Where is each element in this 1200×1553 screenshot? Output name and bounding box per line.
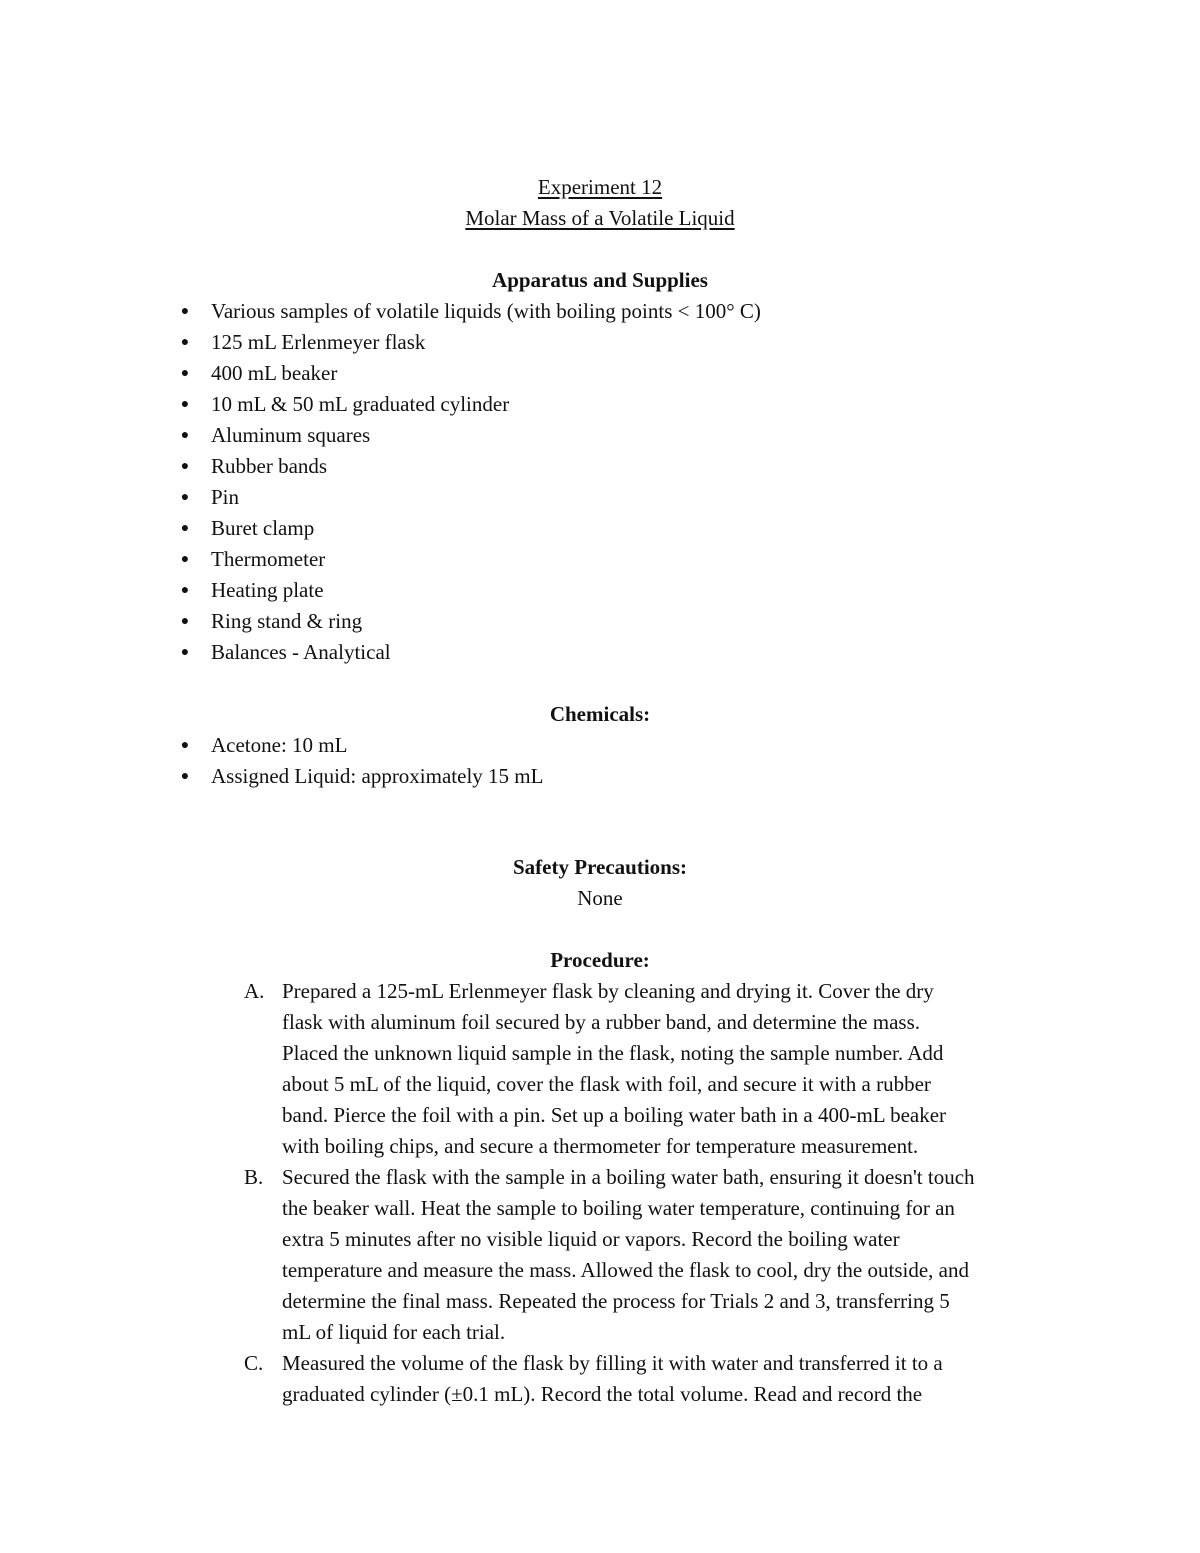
document-subtitle: Molar Mass of a Volatile Liquid [465, 206, 735, 230]
step-letter: C. [244, 1351, 264, 1375]
chemical-item: Assigned Liquid: approximately 15 mL [211, 764, 544, 788]
bullet-icon: ● [180, 428, 190, 443]
apparatus-heading: Apparatus and Supplies [492, 268, 708, 292]
step-line: determine the final mass. Repeated the process for Trials 2 and 3, transferring 5 [282, 1289, 950, 1313]
step-line: extra 5 minutes after no visible liquid or vapors. Record the boiling water [282, 1227, 900, 1251]
step-line: temperature and measure the mass. Allowed the flask to cool, dry the outside, and [282, 1258, 969, 1282]
apparatus-item: 10 mL & 50 mL graduated cylinder [211, 392, 510, 416]
step-letter: B. [244, 1165, 264, 1189]
step-letter: A. [244, 979, 265, 1003]
bullet-icon: ● [180, 335, 190, 350]
apparatus-item: Ring stand & ring [211, 609, 363, 633]
apparatus-item: Thermometer [211, 547, 326, 571]
bullet-icon: ● [180, 521, 190, 536]
bullet-icon: ● [180, 459, 190, 474]
chemical-item: Acetone: 10 mL [211, 733, 348, 757]
procedure-heading: Procedure: [550, 948, 650, 972]
apparatus-item: Balances - Analytical [211, 640, 391, 664]
document-title: Experiment 12 [537, 175, 663, 199]
bullet-icon: ● [180, 366, 190, 381]
step-text [282, 1162, 1072, 1348]
step-line: flask with aluminum foil secured by a rubber band, and determine the mass. [282, 1010, 920, 1034]
apparatus-item: Pin [211, 485, 240, 509]
apparatus-item: 400 mL beaker [211, 361, 338, 385]
bullet-icon: ● [180, 552, 190, 567]
bullet-icon: ● [180, 583, 190, 598]
apparatus-item: 125 mL Erlenmeyer flask [211, 330, 426, 354]
step-text [282, 976, 1072, 1162]
step-line: Measured the volume of the flask by filling it with water and transferred it to a [282, 1351, 943, 1375]
step-line: Prepared a 125-mL Erlenmeyer flask by cleaning and drying it. Cover the dry [282, 979, 934, 1003]
bullet-icon: ● [180, 738, 190, 753]
step-line: with boiling chips, and secure a thermometer for temperature measurement. [282, 1134, 919, 1158]
apparatus-item: Heating plate [211, 578, 324, 602]
step-line: band. Pierce the foil with a pin. Set up a boiling water bath in a 400-mL beaker [282, 1103, 947, 1127]
bullet-icon: ● [180, 645, 190, 660]
step-line: Secured the flask with the sample in a boiling water bath, ensuring it doesn't touch [282, 1165, 975, 1189]
bullet-icon: ● [180, 304, 190, 319]
bullet-icon: ● [180, 614, 190, 629]
bullet-icon: ● [180, 397, 190, 412]
step-text [282, 1348, 1072, 1410]
step-line: about 5 mL of the liquid, cover the flask with foil, and secure it with a rubber [282, 1072, 931, 1096]
chemicals-heading: Chemicals: [549, 702, 651, 726]
safety-text: None [577, 886, 623, 910]
step-line: Placed the unknown liquid sample in the flask, noting the sample number. Add [282, 1041, 944, 1065]
step-line: graduated cylinder (±0.1 mL). Record the total volume. Read and record the [282, 1382, 923, 1406]
step-line: mL of liquid for each trial. [282, 1320, 506, 1344]
step-line: the beaker wall. Heat the sample to boiling water temperature, continuing for an [282, 1196, 955, 1220]
safety-heading: Safety Precautions: [513, 855, 687, 879]
apparatus-item: Buret clamp [211, 516, 315, 540]
bullet-icon: ● [180, 769, 190, 784]
apparatus-item: Aluminum squares [211, 423, 371, 447]
apparatus-item: Rubber bands [211, 454, 328, 478]
bullet-icon: ● [180, 490, 190, 505]
apparatus-item: Various samples of volatile liquids (with boiling points < 100° C) [211, 299, 761, 323]
